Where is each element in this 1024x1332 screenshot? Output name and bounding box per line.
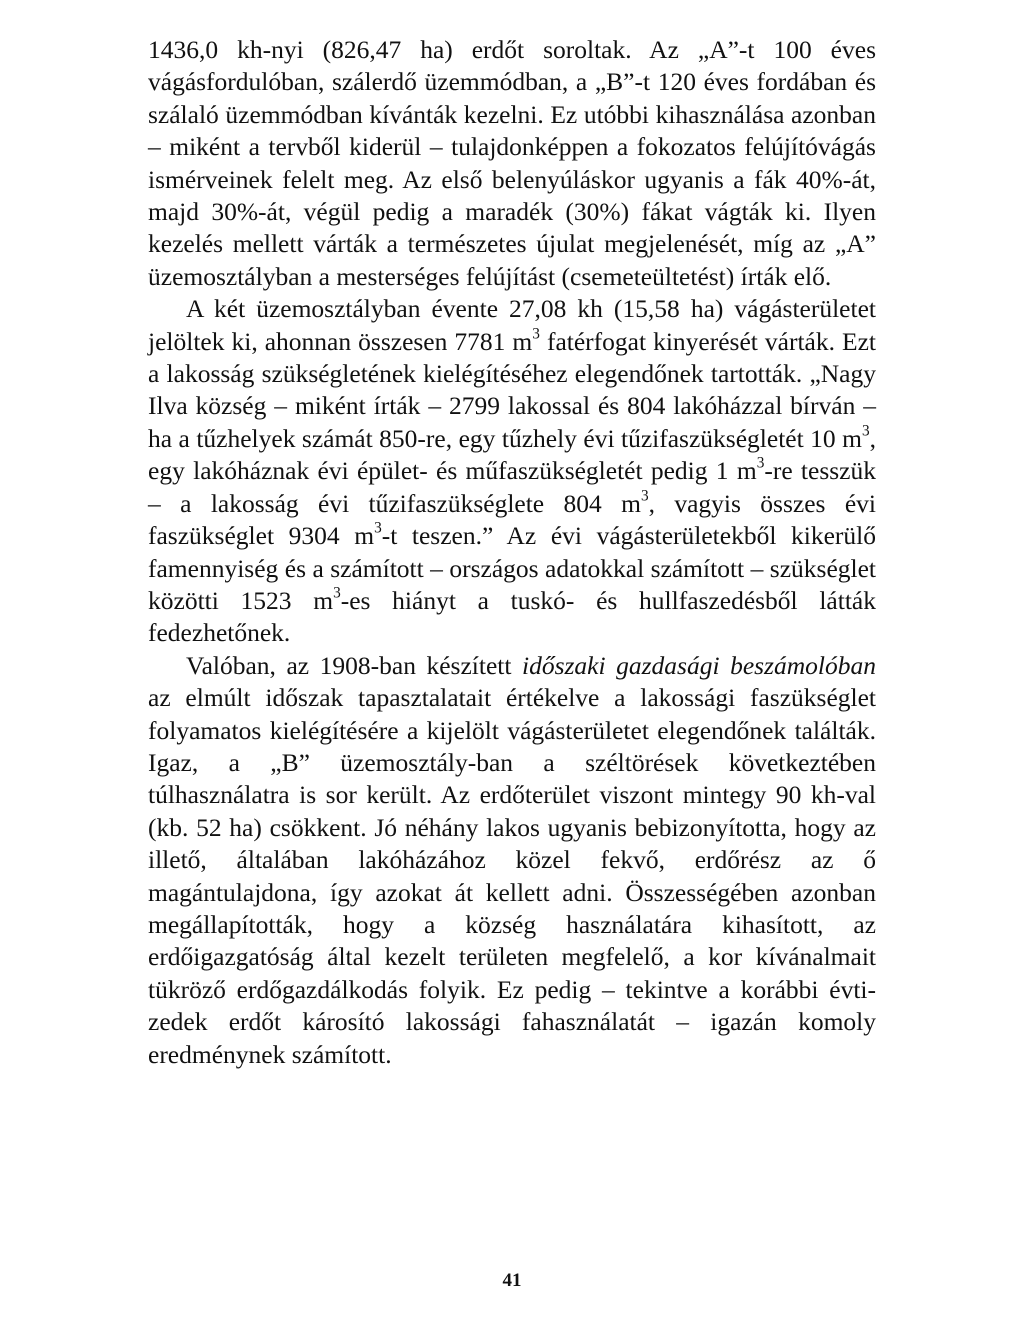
paragraph-2 — [148, 293, 876, 649]
superscript-cubic: 3 — [640, 487, 649, 505]
paragraph-2-text-1: A két üzemosztályban évente 27,08 kh (15,58 ha) vágásterületet jelöltek ki, ahonnan összesen 7781 m — [148, 294, 876, 356]
superscript-cubic: 3 — [333, 584, 341, 602]
superscript-cubic: 3 — [756, 454, 765, 472]
paragraph-3-text-2: az elmúlt időszak tapasztalatait értékelve a lakossági faszükséglet folyamatos kielégítésére a kijelölt vágásterületet elegendőnek találták. Igaz, a „B” üzemosztály-ban a széltörések következtében túlhasználatra is sor került. Az erdőterület viszont mintegy 90 kh-val (kb. 52 ha) csökkent. Jó néhány lakos ugyanis bebizonyította, hogy az illető, általában lakóházához közel fekvő, erdőrész az ő magántulajdona, így azokat át kellett adni. Összességében azonban megállapították, hogy a község használatára kihasított, az erdőigazgatóság által kezelt területen megfelelő, a kor kívánalmait tükröző erdőgazdálkodás folyik. Ez pedig – tekintve a korábbi évti-zedek erdőt károsító lakossági fahasználatát – igazán komoly eredménynek számított. — [148, 683, 876, 1069]
paragraph-2-text-6: -t teszen.” Az évi vágásterületekből kikerülő famennyiség és a számított – országos adatokkal számított – szükséglet közötti 1523 m — [148, 521, 876, 615]
paragraph-2-text-5: , vagyis összes évi faszükséglet 9304 m — [148, 488, 876, 551]
superscript-cubic: 3 — [532, 325, 540, 343]
paragraph-2-text-4: -re tesszük – a lakosság évi tűzifaszükséglete 804 m — [148, 456, 877, 518]
paragraph-3 — [148, 650, 876, 1071]
superscript-cubic: 3 — [374, 519, 382, 537]
paragraph-2-text-3: , egy lakóháznak évi épület- és műfaszükségletét pedig 1 m — [148, 423, 876, 486]
page-number: 41 — [502, 1270, 522, 1291]
paragraph-1 — [148, 34, 876, 293]
paragraph-2-text-2: fatérfogat kinyerését várták. Ezt a lakosság szükségletének kielégítéséhez elegendőnek tartották. „Nagy Ilva község – miként írták – 2799 lakossal és 804 lakóházzal bírván – ha a tűzhelyek számát 850-re, egy tűzhely évi tűzifaszükségletét 10 m — [148, 326, 876, 453]
paragraph-3-italic: időszaki gazdasági beszámolóban — [521, 650, 876, 680]
paragraph-3-text-1: Valóban, az 1908-ban készített — [186, 650, 522, 680]
superscript-cubic: 3 — [861, 422, 870, 440]
page-body — [148, 34, 876, 1071]
paragraph-2-text-7: -es hiányt a tuskó- és hullfaszedésből látták fedezhetőnek. — [148, 585, 876, 648]
paragraph-1-text: 1436,0 kh-nyi (826,47 ha) erdőt soroltak. Az „A”-t 100 éves vágásfordulóban, szálerdő üzemmódban, a „B”-t 120 éves fordában és szálaló üzemmódban kívánták kezelni. Ez utóbbi kihasználása azonban – miként a tervből kiderül – tulajdonképpen a fokozatos felújítóvágás ismérveinek felelt meg. Az első belenyúláskor ugyanis a fák 40%-át, majd 30%-át, végül pedig a maradék (30%) fákat vágták ki. Ilyen kezelés mellett várták a természetes újulat megjelenését, míg az „A” üzemosztályban a mesterséges felújítást (csemeteültetést) írták elő. — [148, 35, 876, 291]
